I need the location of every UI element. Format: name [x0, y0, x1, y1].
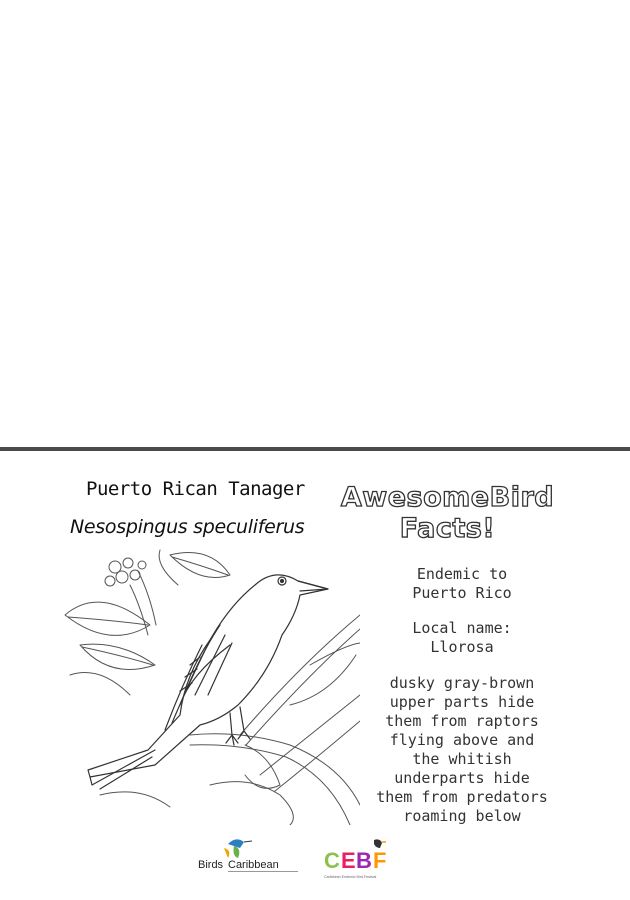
- fact-line: flying above and: [389, 731, 535, 749]
- hummingbird-icon: [224, 839, 252, 858]
- fact-line: Endemic to: [416, 565, 508, 583]
- bird-body: [88, 575, 328, 789]
- facts-title: [330, 482, 565, 544]
- fold-divider: [0, 447, 630, 451]
- bird-perched-icon: [374, 839, 386, 848]
- cebf-letter-e: E: [341, 848, 356, 873]
- bird-illustration: [60, 545, 360, 825]
- fact-line: Local name:: [412, 619, 512, 637]
- cebf-tagline: Caribbean Endemic Bird Festival: [324, 875, 377, 879]
- facts-title-line-1: AwesomeBird: [340, 482, 555, 513]
- logo-text-birds: Birds: [198, 859, 224, 871]
- fact-line: roaming below: [403, 807, 521, 825]
- fact-endemic: [352, 565, 572, 603]
- fact-line: upper parts hide: [389, 693, 535, 711]
- fact-line: dusky gray-brown: [389, 674, 535, 692]
- facts-title-line-2: Facts!: [399, 513, 496, 544]
- birdscaribbean-logo: [198, 836, 304, 876]
- fact-line: them from predators: [376, 788, 548, 806]
- cebf-letter-b: B: [356, 848, 372, 873]
- cebf-letter-f: F: [373, 848, 387, 873]
- cebf-letter-c: C: [324, 848, 340, 873]
- fact-line: Llorosa: [430, 638, 494, 656]
- fact-local-name: [352, 619, 572, 657]
- cebf-logo: [322, 838, 394, 882]
- logo-text-caribbean: Caribbean: [228, 859, 279, 871]
- top-blank-area: [0, 0, 630, 445]
- common-name: Puerto Rican Tanager: [86, 478, 305, 500]
- scientific-name: Nesospingus speculiferus: [70, 516, 305, 538]
- fact-line: the whitish: [412, 750, 512, 768]
- fact-coloration: [352, 674, 572, 826]
- fact-line: underparts hide: [394, 769, 530, 787]
- fact-line: Puerto Rico: [412, 584, 512, 602]
- fact-line: them from raptors: [385, 712, 539, 730]
